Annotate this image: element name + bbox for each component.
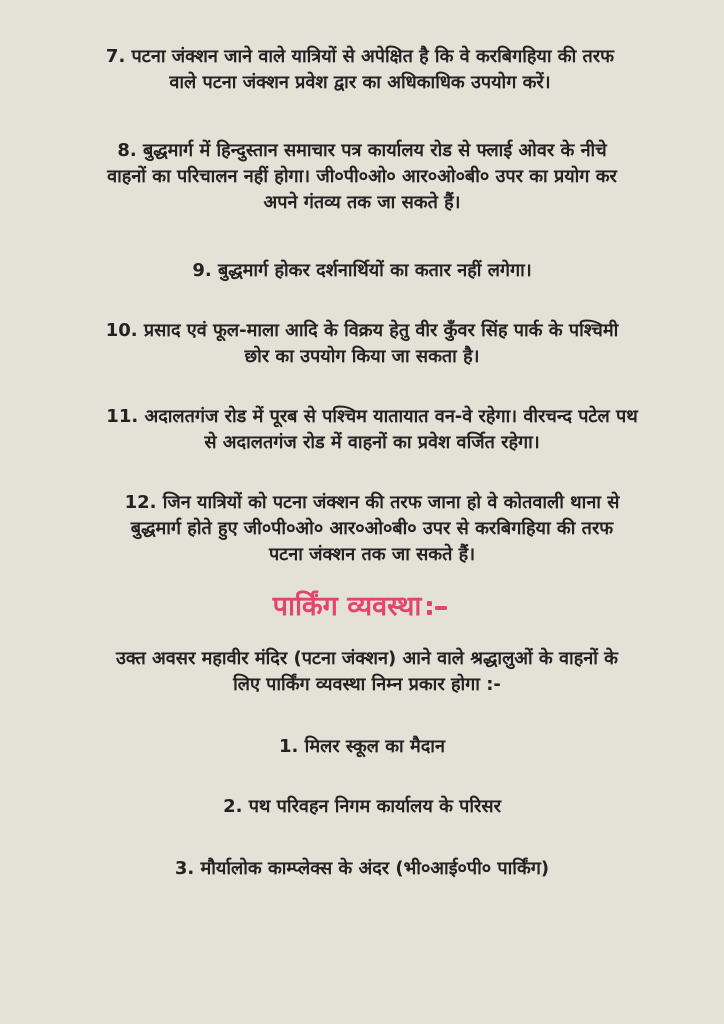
text-line: छोर का उपयोग किया जा सकता है। <box>244 346 480 367</box>
text-line: अपने गंतव्य तक जा सकते हैं। <box>263 192 461 213</box>
parking-heading <box>0 590 724 624</box>
parking-heading-text: पार्किंग व्यवस्था <box>272 591 422 622</box>
text-line: से अदालतगंज रोड में वाहनों का प्रवेश वर्जित रहेगा। <box>204 432 540 453</box>
text-line: 1. मिलर स्कूल का मैदान <box>279 736 445 757</box>
text-line: 10. प्रसाद एवं फूल-माला आदि के विक्रय हेतु वीर कुँवर सिंह पार्क के पश्चिमी <box>105 320 619 341</box>
instruction-11 <box>40 404 704 456</box>
instruction-10 <box>20 318 704 370</box>
instruction-12 <box>40 490 704 568</box>
parking-item-1 <box>20 734 704 760</box>
text-line: पटना जंक्शन तक जा सकते हैं। <box>268 544 476 565</box>
parking-intro <box>30 646 704 698</box>
text-line: 12. जिन यात्रियों को पटना जंक्शन की तरफ जाना हो वे कोतवाली थाना से <box>124 492 620 513</box>
parking-item-3 <box>20 856 704 882</box>
bullet-decoration-icon <box>427 599 451 617</box>
text-line: 9. बुद्धमार्ग होकर दर्शनार्थियों का कतार नहीं लगेगा। <box>192 260 532 281</box>
instruction-8 <box>20 138 704 216</box>
text-line: उक्त अवसर महावीर मंदिर (पटना जंक्शन) आने वाले श्रद्धालुओं के वाहनों के <box>115 648 618 669</box>
instruction-7 <box>20 44 700 96</box>
text-line: 2. पथ परिवहन निगम कार्यालय के परिसर <box>223 796 501 817</box>
instruction-9 <box>20 258 704 284</box>
text-line: 7. पटना जंक्शन जाने वाले यात्रियों से अपेक्षित है कि वे करबिगहिया की तरफ <box>105 46 615 67</box>
text-line: वाहनों का परिचालन नहीं होगा। जी०पी०ओ० आर०ओ०बी० उपर का प्रयोग कर <box>107 166 617 187</box>
parking-item-2 <box>20 794 704 820</box>
text-line: 11. अदालतगंज रोड में पूरब से पश्चिम यातायात वन-वे रहेगा। वीरचन्द पटेल पथ <box>106 406 638 427</box>
text-line: बुद्धमार्ग होते हुए जी०पी०ओ० आर०ओ०बी० उपर से करबिगहिया की तरफ <box>130 518 614 539</box>
text-line: 8. बुद्धमार्ग में हिन्दुस्तान समाचार पत्र कार्यालय रोड से फ्लाई ओवर के नीचे <box>117 140 607 161</box>
text-line: वाले पटना जंक्शन प्रवेश द्वार का अधिकाधिक उपयोग करें। <box>169 72 551 93</box>
text-line: लिए पार्किंग व्यवस्था निम्न प्रकार होगा :- <box>233 674 501 695</box>
text-line: 3. मौर्यालोक काम्प्लेक्स के अंदर (भी०आई०पी० पार्किंग) <box>174 858 550 879</box>
